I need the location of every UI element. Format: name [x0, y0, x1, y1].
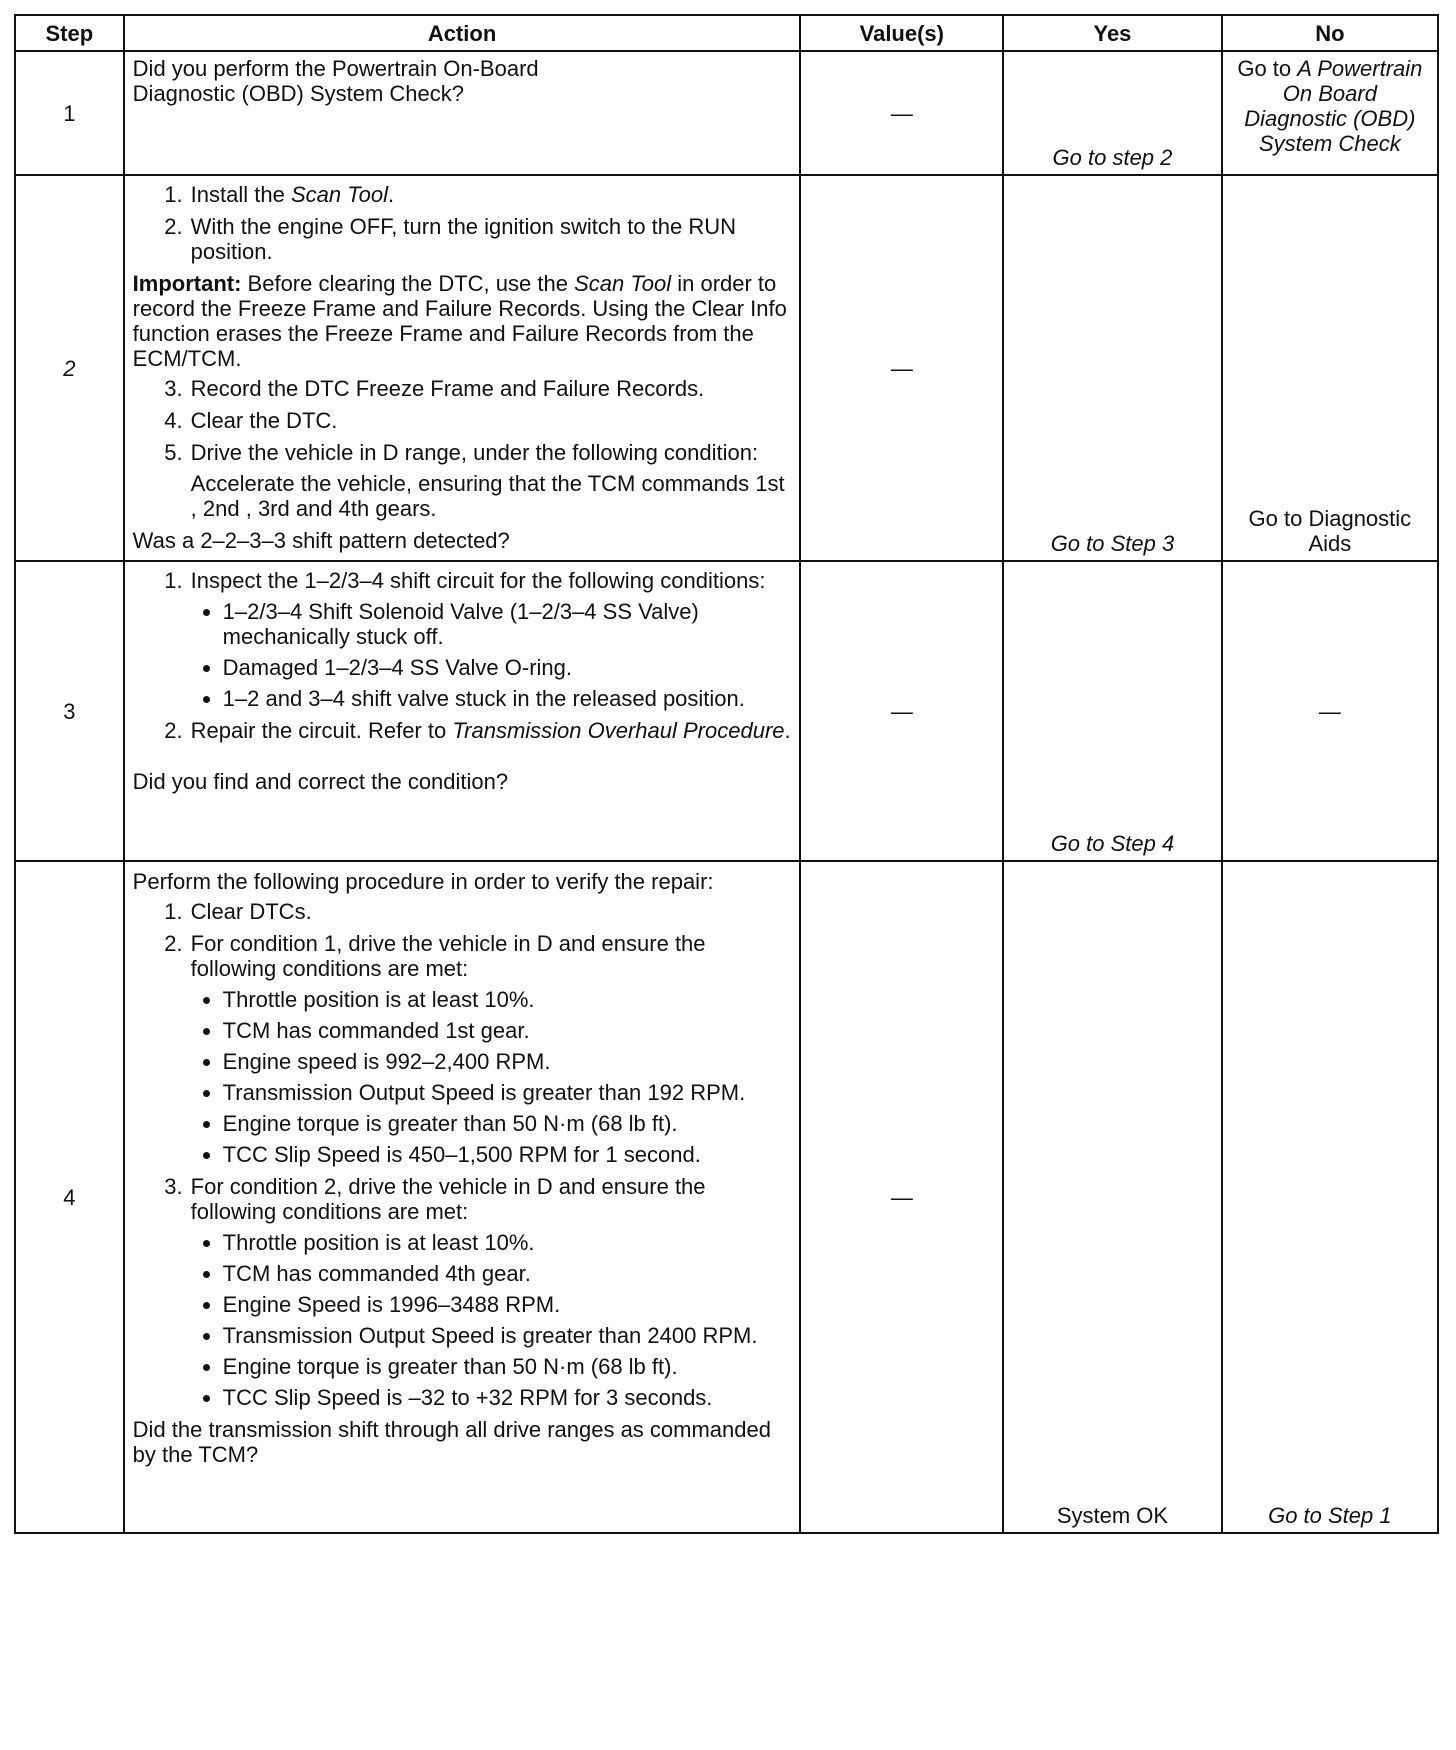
value-cell: — [800, 861, 1003, 1533]
header-step: Step [15, 15, 124, 51]
condition1-list [191, 987, 792, 1167]
no-reference: A Powertrain On Board Diagnostic (OBD) System Check [1244, 56, 1423, 156]
question-text: Did the transmission shift through all drive ranges as commanded by the TCM? [132, 1417, 771, 1467]
list-item: 1. Clear DTCs. [189, 899, 792, 924]
header-action: Action [124, 15, 801, 51]
bullet-item: • Transmission Output Speed is greater than 192 RPM. [223, 1080, 792, 1105]
item-text: . [388, 182, 395, 207]
item-text: For condition 1, drive the vehicle in D and ensure the following conditions are met: [190, 931, 706, 981]
action-text: Did you perform the Powertrain On-Board Diagnostic (OBD) System Check? [132, 56, 539, 106]
diagnostic-table [14, 14, 1439, 1534]
note-text-italic: Scan Tool [574, 271, 672, 296]
bullet-item: • Throttle position is at least 10%. [223, 987, 792, 1012]
bullet-item: • 1–2/3–4 Shift Solenoid Valve (1–2/3–4 SS Valve) mechanically stuck off. [223, 599, 792, 649]
action-list [133, 376, 792, 521]
list-item [189, 1174, 792, 1410]
bullet-item: • Engine torque is greater than 50 N·m (68 lb ft). [223, 1111, 792, 1136]
intro-text: Perform the following procedure in order to verify the repair: [132, 869, 714, 894]
bullet-item: • TCM has commanded 4th gear. [223, 1261, 792, 1286]
action-list [133, 568, 792, 743]
yes-cell: Go to Step 4 [1003, 561, 1221, 861]
bullet-item: • TCM has commanded 1st gear. [223, 1018, 792, 1043]
sub-text: Accelerate the vehicle, ensuring that the TCM commands 1st , 2nd , 3rd and 4th gears. [190, 471, 785, 521]
step-number: 3 [15, 561, 124, 861]
value-cell: — [800, 561, 1003, 861]
bullet-item: • Engine Speed is 1996–3488 RPM. [223, 1292, 792, 1317]
step-number: 4 [15, 861, 124, 1533]
condition2-list [191, 1230, 792, 1410]
header-yes: Yes [1003, 15, 1221, 51]
item-text-italic: Scan Tool [290, 182, 388, 207]
item-text: Drive the vehicle in D range, under the following condition: [190, 440, 759, 465]
bullet-item: • Engine speed is 992–2,400 RPM. [223, 1049, 792, 1074]
bullet-item: • Damaged 1–2/3–4 SS Valve O-ring. [223, 655, 792, 680]
action-cell [124, 51, 801, 175]
item-text-italic: Transmission Overhaul Procedure [452, 718, 785, 743]
item-text: Install the [190, 182, 291, 207]
list-item: 4. Clear the DTC. [189, 408, 792, 433]
table-row [15, 175, 1438, 561]
note-text: in order to record the Freeze Frame and Failure Records. Using the Clear Info function erases the Freeze Frame and Failure Records from the ECM/TCM. [132, 271, 787, 371]
note-text: Before clearing the DTC, use the [241, 271, 575, 296]
yes-cell: System OK [1003, 861, 1221, 1533]
action-cell [124, 861, 801, 1533]
action-cell [124, 175, 801, 561]
bullet-item: • TCC Slip Speed is 450–1,500 RPM for 1 second. [223, 1142, 792, 1167]
list-item [189, 440, 792, 521]
no-prefix: Go to [1237, 56, 1298, 81]
no-cell [1222, 51, 1438, 175]
no-cell: Go to Diagnostic Aids [1222, 175, 1438, 561]
bullet-item: • TCC Slip Speed is –32 to +32 RPM for 3 seconds. [223, 1385, 792, 1410]
header-values: Value(s) [800, 15, 1003, 51]
table-row [15, 51, 1438, 175]
header-row [15, 15, 1438, 51]
action-cell [124, 561, 801, 861]
table-row [15, 861, 1438, 1533]
important-note [133, 271, 792, 371]
action-list [133, 899, 792, 1410]
item-text: . [784, 718, 791, 743]
yes-cell: Go to step 2 [1003, 51, 1221, 175]
value-cell: — [800, 51, 1003, 175]
item-text: Repair the circuit. Refer to [190, 718, 453, 743]
list-item [189, 931, 792, 1167]
question-text: Was a 2–2–3–3 shift pattern detected? [132, 528, 510, 553]
bullet-item: • Throttle position is at least 10%. [223, 1230, 792, 1255]
item-text: Inspect the 1–2/3–4 shift circuit for the following conditions: [190, 568, 766, 593]
item-text: For condition 2, drive the vehicle in D and ensure the following conditions are met: [190, 1174, 706, 1224]
bullet-item: • Engine torque is greater than 50 N·m (68 lb ft). [223, 1354, 792, 1379]
header-no: No [1222, 15, 1438, 51]
table-row [15, 561, 1438, 861]
important-label: Important: [132, 271, 242, 296]
step-number: 2 [15, 175, 124, 561]
action-list [133, 182, 792, 264]
list-item [189, 568, 792, 711]
bullet-item: • 1–2 and 3–4 shift valve stuck in the released position. [223, 686, 792, 711]
yes-cell: Go to Step 3 [1003, 175, 1221, 561]
step-number: 1 [15, 51, 124, 175]
list-item [189, 182, 792, 207]
no-cell: Go to Step 1 [1222, 861, 1438, 1533]
question-text: Did you find and correct the condition? [132, 769, 509, 794]
no-cell: — [1222, 561, 1438, 861]
bullet-list [191, 599, 792, 711]
value-cell: — [800, 175, 1003, 561]
bullet-item: • Transmission Output Speed is greater than 2400 RPM. [223, 1323, 792, 1348]
list-item [189, 718, 792, 743]
list-item: 2. With the engine OFF, turn the ignition switch to the RUN position. [189, 214, 792, 264]
list-item: 3. Record the DTC Freeze Frame and Failure Records. [189, 376, 792, 401]
